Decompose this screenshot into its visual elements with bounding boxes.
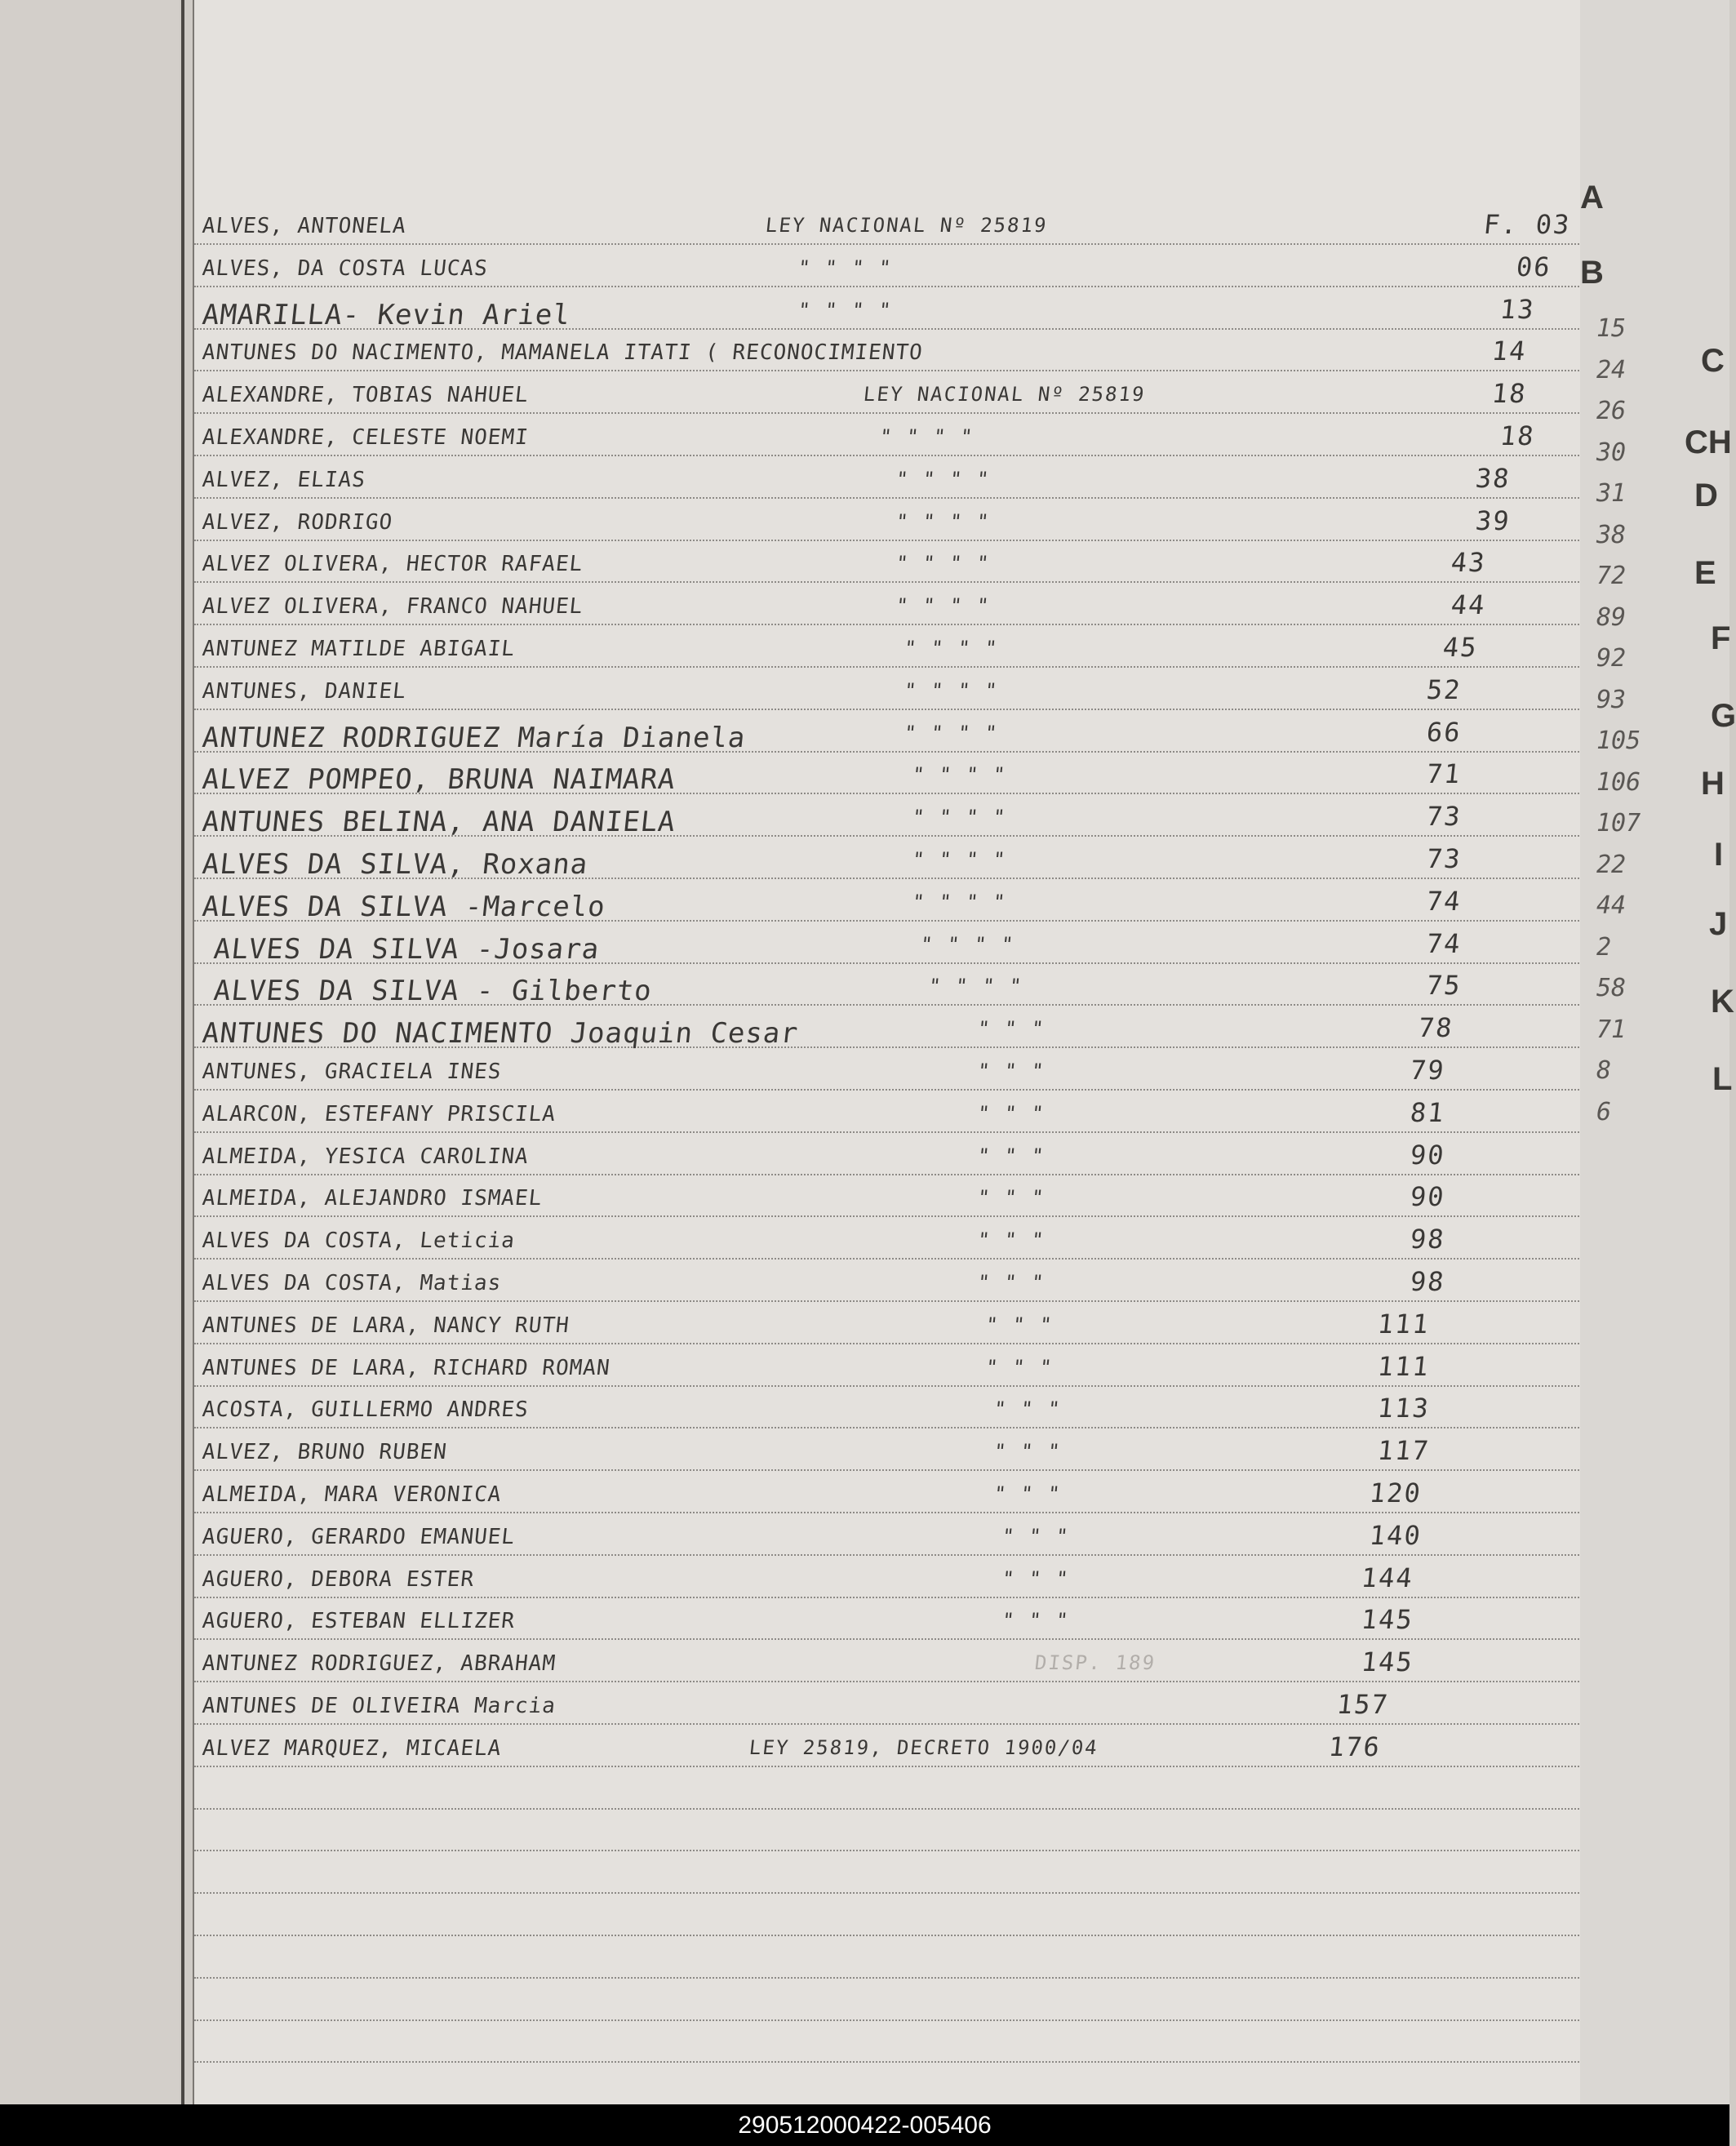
entry-law: LEY NACIONAL Nº 25819 <box>764 214 1049 237</box>
entry-page: F. 03 <box>1482 209 1573 240</box>
ruled-line <box>194 1131 1582 1133</box>
entry-law: " " " <box>984 1355 1054 1379</box>
entry-name: ANTUNES, GRACIELA INES <box>201 1060 503 1084</box>
alphabet-tab-f[interactable]: F <box>1711 620 1731 656</box>
index-number: 8 <box>1596 1056 1612 1085</box>
entry-name: ALEXANDRE, CELESTE NOEMI <box>201 425 531 450</box>
entry-name: ALVEZ POMPEO, BRUNA NAIMARA <box>200 763 677 797</box>
entry-page: 44 <box>1450 589 1488 621</box>
entry-name: AGUERO, ESTEBAN ELLIZER <box>201 1609 517 1634</box>
ruled-line <box>194 1892 1582 1894</box>
entry-law: " " " " <box>911 890 1008 913</box>
entry-page: 74 <box>1425 927 1463 959</box>
ruled-line <box>194 1554 1582 1556</box>
entry-law: " " " " <box>911 848 1008 871</box>
entry-name: ALVEZ, ELIAS <box>201 467 367 492</box>
entry-page: 14 <box>1490 335 1529 367</box>
entry-name: ACOSTA, GUILLERMO ANDRES <box>201 1397 531 1423</box>
entry-name: ALVES, ANTONELA <box>201 214 408 238</box>
entry-page: 90 <box>1409 1139 1447 1171</box>
ruled-line <box>194 1343 1582 1344</box>
entry-page: 74 <box>1425 885 1463 917</box>
entry-law: " " " <box>1001 1524 1071 1548</box>
entry-name: ANTUNEZ RODRIGUEZ, ABRAHAM <box>201 1651 557 1677</box>
entry-law: " " " " <box>919 932 1016 956</box>
entry-law: " " " <box>976 1101 1046 1125</box>
alphabet-tab-k[interactable]: K <box>1711 984 1734 1020</box>
document-code: 290512000422-005406 <box>0 2104 1729 2146</box>
index-number: 72 <box>1596 562 1627 590</box>
entry-name: ALVES DA SILVA -Marcelo <box>200 890 607 923</box>
entry-name: ANTUNEZ RODRIGUEZ María Dianela <box>200 721 748 754</box>
entry-law: " " " " <box>878 425 975 448</box>
alphabet-tab-j[interactable]: J <box>1709 906 1728 942</box>
ruled-line <box>194 2019 1582 2021</box>
entry-law: " " " " <box>903 721 1000 744</box>
entry-page: 73 <box>1425 843 1463 874</box>
entry-page: 43 <box>1450 547 1488 579</box>
ruled-line <box>194 1681 1582 1682</box>
alphabet-tab-b[interactable]: B <box>1580 255 1604 291</box>
entry-name: ALVES, DA COSTA LUCAS <box>201 255 490 281</box>
entry-page: 13 <box>1498 293 1537 325</box>
ruled-line <box>194 1638 1582 1640</box>
entry-page: 98 <box>1409 1266 1447 1297</box>
alphabet-tab-g[interactable]: G <box>1711 698 1736 734</box>
entry-name: ANTUNES BELINA, ANA DANIELA <box>200 806 677 839</box>
ruled-line <box>194 1469 1582 1471</box>
ruled-line <box>194 1258 1582 1260</box>
entry-law: DISP. 189 <box>1033 1651 1157 1675</box>
entry-page: 145 <box>1360 1646 1415 1678</box>
index-number: 44 <box>1596 891 1627 920</box>
left-margin <box>0 0 180 2104</box>
ruled-line <box>194 497 1582 499</box>
index-number: 93 <box>1596 685 1627 714</box>
ruled-line <box>194 1808 1582 1810</box>
entry-law: " " " " <box>895 594 992 618</box>
entry-name: ALMEIDA, YESICA CAROLINA <box>201 1144 531 1169</box>
entry-law: " " " <box>976 1060 1046 1082</box>
ruled-line <box>194 1850 1582 1851</box>
entry-page: 113 <box>1376 1393 1432 1424</box>
entry-law: " " " <box>1001 1566 1071 1590</box>
ruled-line <box>194 1215 1582 1217</box>
entry-page: 45 <box>1441 632 1480 663</box>
entry-page: 66 <box>1425 716 1463 748</box>
entry-law: " " " " <box>895 509 992 533</box>
entry-law: " " " <box>1001 1609 1071 1633</box>
entry-law: LEY NACIONAL Nº 25819 <box>862 383 1147 407</box>
alphabet-tab-d[interactable]: D <box>1694 478 1718 513</box>
index-number: 26 <box>1596 397 1627 425</box>
entry-name: ALVES DA SILVA -Josara <box>211 932 602 966</box>
index-number: 92 <box>1596 644 1627 673</box>
entry-page: 52 <box>1425 673 1463 705</box>
entry-name: AGUERO, GERARDO EMANUEL <box>201 1524 517 1549</box>
binding-line <box>181 0 184 2104</box>
entry-page: 75 <box>1425 970 1463 1002</box>
ruled-line <box>194 412 1582 414</box>
ruled-line <box>194 709 1582 710</box>
index-number: 30 <box>1596 438 1627 467</box>
entry-name: ALVEZ OLIVERA, FRANCO NAHUEL <box>201 594 584 620</box>
entry-law: " " " " <box>895 552 992 575</box>
entry-name: AMARILLA- Kevin Ariel <box>200 298 572 331</box>
entry-name: ANTUNES DE LARA, NANCY RUTH <box>201 1313 571 1338</box>
index-strip <box>1580 0 1736 2104</box>
entry-page: 144 <box>1360 1562 1415 1593</box>
entry-page: 18 <box>1498 420 1537 451</box>
entry-name: ALVES DA COSTA, Leticia <box>201 1229 517 1254</box>
entry-law: " " " <box>992 1397 1063 1421</box>
ruled-line <box>194 1385 1582 1387</box>
alphabet-tab-c[interactable]: C <box>1701 343 1725 379</box>
entry-law: " " " " <box>895 467 992 491</box>
entry-name: ALVES DA SILVA, Roxana <box>200 848 590 881</box>
ruled-line <box>194 540 1582 541</box>
entry-page: 140 <box>1368 1519 1423 1551</box>
ruled-line <box>194 1512 1582 1513</box>
entry-name: AGUERO, DEBORA ESTER <box>201 1566 476 1592</box>
entry-name: ALARCON, ESTEFANY PRISCILA <box>201 1101 557 1126</box>
ruled-line <box>194 1597 1582 1598</box>
entry-law: " " " " <box>911 806 1008 829</box>
entry-name: ALEXANDRE, TOBIAS NAHUEL <box>201 383 531 408</box>
ruled-line <box>194 666 1582 668</box>
entry-name: ANTUNES DE LARA, RICHARD ROMAN <box>201 1355 612 1380</box>
ruled-line <box>194 1300 1582 1302</box>
entry-page: 98 <box>1409 1224 1447 1255</box>
ruled-line <box>194 1935 1582 1936</box>
index-number: 105 <box>1596 726 1641 755</box>
alphabet-tab-ch[interactable]: CH <box>1685 424 1732 460</box>
entry-name: ANTUNES DO NACIMENTO, MAMANELA ITATI ( RECONOCIMIENTO <box>201 340 925 366</box>
entry-name: ALVEZ OLIVERA, HECTOR RAFAEL <box>201 552 584 577</box>
entry-name: ANTUNEZ MATILDE ABIGAIL <box>201 637 517 661</box>
entry-name: ALMEIDA, ALEJANDRO ISMAEL <box>201 1186 544 1211</box>
entry-page: 79 <box>1409 1055 1447 1086</box>
alphabet-tab-a[interactable]: A <box>1580 180 1604 215</box>
ruled-line <box>194 1977 1582 1979</box>
entry-page: 71 <box>1425 758 1463 790</box>
entry-page: 176 <box>1327 1731 1383 1762</box>
index-number: 2 <box>1596 932 1612 962</box>
entry-name: ANTUNES DE OLIVEIRA Marcia <box>201 1694 557 1718</box>
entry-law: " " " <box>976 1017 1046 1041</box>
entry-name: ALVEZ, RODRIGO <box>201 509 394 535</box>
entry-page: 38 <box>1474 462 1512 494</box>
entry-name: ALVEZ, BRUNO RUBEN <box>201 1440 449 1465</box>
index-number: 31 <box>1596 479 1627 508</box>
alphabet-tab-l[interactable]: L <box>1712 1061 1733 1097</box>
entry-page: 18 <box>1490 378 1529 410</box>
entry-page: 157 <box>1335 1689 1391 1720</box>
entry-law: " " " <box>976 1186 1046 1210</box>
index-number: 38 <box>1596 520 1627 549</box>
index-number: 6 <box>1596 1097 1612 1126</box>
alphabet-tab-e[interactable]: E <box>1694 555 1716 591</box>
entry-law: " " " " <box>797 255 894 279</box>
entry-page: 81 <box>1409 1096 1447 1128</box>
entry-law: " " " " <box>797 298 894 322</box>
entry-name: ALVEZ MARQUEZ, MICAELA <box>201 1735 503 1761</box>
index-number: 107 <box>1596 809 1641 838</box>
entry-page: 145 <box>1360 1604 1415 1636</box>
index-number: 15 <box>1596 314 1627 343</box>
entry-name: ALVES DA SILVA - Gilberto <box>211 975 654 1008</box>
entry-name: ALMEIDA, MARA VERONICA <box>201 1482 503 1507</box>
entry-page: 90 <box>1409 1181 1447 1213</box>
entry-law: " " " <box>992 1440 1063 1464</box>
entry-name: ANTUNES DO NACIMENTO Joaquin Cesar <box>200 1017 801 1051</box>
ruled-line <box>194 1427 1582 1428</box>
alphabet-tab-i[interactable]: I <box>1714 837 1724 873</box>
entry-page: 39 <box>1474 504 1512 536</box>
entry-page: 117 <box>1376 1435 1432 1467</box>
entry-law: " " " <box>976 1229 1046 1252</box>
entry-law: " " " <box>992 1482 1063 1505</box>
entry-law: " " " <box>984 1313 1054 1336</box>
ruled-line <box>194 1723 1582 1725</box>
index-number: 89 <box>1596 602 1627 632</box>
entry-law: LEY 25819, DECRETO 1900/04 <box>748 1735 1100 1759</box>
entry-name: ALVES DA COSTA, Matias <box>201 1271 503 1295</box>
ruled-line <box>194 243 1582 245</box>
index-number: 106 <box>1596 767 1641 797</box>
ruled-line <box>194 624 1582 625</box>
entry-page: 111 <box>1376 1350 1432 1382</box>
register-page <box>193 0 1582 2104</box>
ruled-line <box>194 370 1582 371</box>
entry-page: 78 <box>1417 1012 1455 1044</box>
ruled-line <box>194 2061 1582 2063</box>
entry-page: 111 <box>1376 1308 1432 1340</box>
entry-law: " " " " <box>903 678 1000 702</box>
entry-law: " " " <box>976 1271 1046 1294</box>
entry-law: " " " " <box>903 637 1000 660</box>
entry-name: ANTUNES, DANIEL <box>201 678 408 704</box>
entry-law: " " " " <box>927 975 1024 998</box>
index-number: 58 <box>1596 974 1627 1002</box>
entry-law: " " " " <box>911 763 1008 787</box>
alphabet-tab-h[interactable]: H <box>1701 766 1725 802</box>
entry-page: 73 <box>1425 801 1463 833</box>
ruled-line <box>194 286 1582 287</box>
entry-law: " " " <box>976 1144 1046 1167</box>
index-number: 71 <box>1596 1015 1627 1044</box>
ruled-line <box>194 455 1582 456</box>
ruled-line <box>194 1089 1582 1091</box>
entry-page: 06 <box>1515 251 1553 282</box>
entry-page: 120 <box>1368 1477 1423 1508</box>
ruled-line <box>194 1766 1582 1767</box>
ruled-line <box>194 581 1582 583</box>
index-number: 22 <box>1596 850 1627 879</box>
index-number: 24 <box>1596 355 1627 384</box>
ruled-line <box>194 1174 1582 1175</box>
